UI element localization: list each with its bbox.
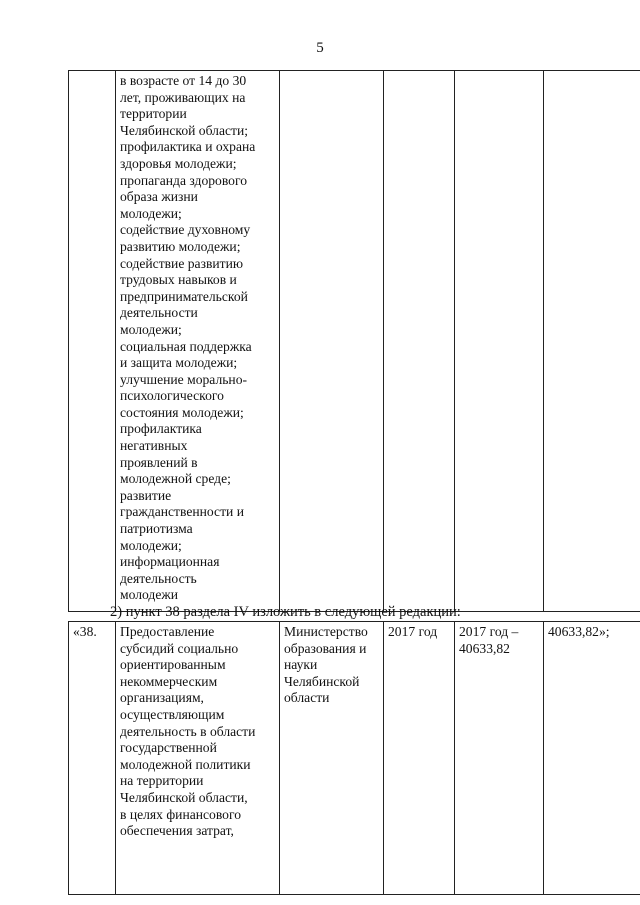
table-row [69, 71, 640, 612]
item-executor-cell: Министерство образования и науки Челябинской области [280, 622, 384, 895]
amendment-instruction: 2) пункт 38 раздела IV изложить в следующей редакции: [110, 604, 461, 620]
total-cell [544, 71, 640, 612]
activity-description-cell: в возрасте от 14 до 30 лет, проживающих на территории Челябинской области; профилактика и охрана здоровья молодежи; пропаганда здорового образа жизни молодежи; содействие духовному развитию молодежи; содействие развитию трудовых навыков и предпринимательской деятельности молодежи; социальная поддержка и защита молодежи; улучшение морально- психологического состояния молодежи; профилактика негативных проявлений в молодежной среде; развитие гражданственности и патриотизма молодежи; информационная деятельность молодежи [116, 71, 280, 612]
funding-cell [455, 71, 544, 612]
number-cell [69, 71, 116, 612]
table-row [69, 622, 640, 895]
item-total-cell: 40633,82»; [544, 622, 640, 895]
item-description-cell: Предоставление субсидий социально ориентированным некоммерческим организациям, осуществляющим деятельность в области государственной молодежной политики на территории Челябинской области, в целях финансового обеспечения затрат, [116, 622, 280, 895]
amended-item-table [68, 621, 640, 895]
period-cell [384, 71, 455, 612]
item-number-cell: «38. [69, 622, 116, 895]
item-funding-cell: 2017 год – 40633,82 [455, 622, 544, 895]
continued-table [68, 70, 640, 612]
page-number: 5 [316, 40, 324, 56]
executor-cell [280, 71, 384, 612]
item-period-cell: 2017 год [384, 622, 455, 895]
